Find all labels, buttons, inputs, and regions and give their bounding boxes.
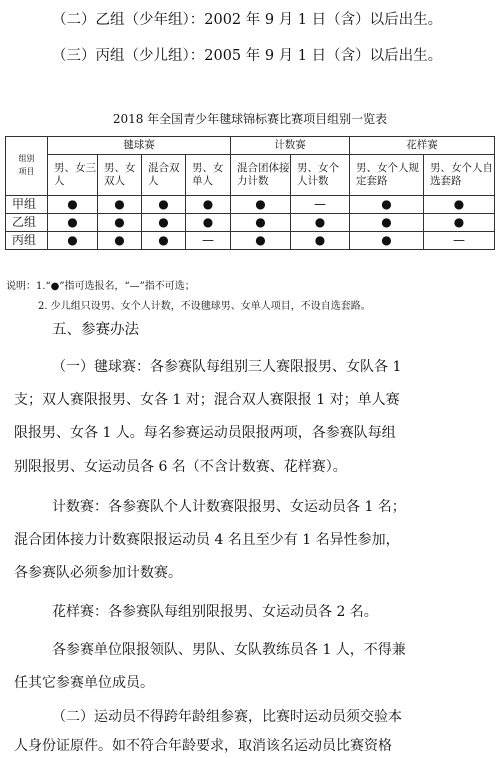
event-header: 混合双人 xyxy=(142,155,186,196)
event-header: 男、女个人自选套路 xyxy=(424,155,495,196)
table-cell: ● xyxy=(424,214,495,232)
table-row xyxy=(6,232,495,250)
intro-line-2: （三）丙组（少儿组）：2005 年 9 月 1 日（含）以后出生。 xyxy=(52,48,443,64)
events-table xyxy=(5,136,495,250)
corner-group-label: 组别 xyxy=(18,154,35,164)
intro-line-1: （二）乙组（少年组）：2002 年 9 月 1 日（含）以后出生。 xyxy=(52,12,443,28)
table-cell: ● xyxy=(98,196,142,214)
paragraph-line: 混合团体接力计数赛限报运动员 4 名且至少有 1 名异性参加， xyxy=(14,532,400,548)
event-header: 男、女三人 xyxy=(48,155,98,196)
table-cell: ● xyxy=(350,232,424,250)
table-row xyxy=(6,214,495,232)
table-cell: ● xyxy=(142,214,186,232)
corner-header xyxy=(6,137,48,196)
table-cell: ● xyxy=(48,196,98,214)
table-cell: ● xyxy=(291,232,350,250)
table-cell: ● xyxy=(231,196,291,214)
table-cell: ● xyxy=(291,214,350,232)
table-cell: — xyxy=(424,232,495,250)
paragraph-line: （一）毽球赛：各参赛队每组别三人赛限报男、女队各 1 xyxy=(52,359,402,375)
paragraph-line: 限报男、女各 1 人。每名参赛运动员限报两项，各参赛队每组 xyxy=(14,425,396,441)
table-cell: ● xyxy=(186,214,231,232)
paragraph-line: 花样赛：各参赛队每组别限报男、女运动员各 2 名。 xyxy=(52,604,378,620)
table-cell: ● xyxy=(231,214,291,232)
paragraph-line: 支；双人赛限报男、女各 1 对；混合双人赛限报 1 对；单人赛 xyxy=(14,392,400,408)
event-header: 男、女个人计数 xyxy=(291,155,350,196)
table-cell: ● xyxy=(48,214,98,232)
table-cell: ● xyxy=(186,196,231,214)
group-label: 乙组 xyxy=(6,214,48,232)
table-title: 2018 年全国青少年毽球锦标赛比赛项目组别一览表 xyxy=(112,112,388,126)
event-header: 男、女个人规定套路 xyxy=(350,155,424,196)
corner-item-label: 项目 xyxy=(18,167,35,176)
table-cell: ● xyxy=(350,214,424,232)
paragraph-line: 别限报男、女运动员各 6 名（不含计数赛、花样赛）。 xyxy=(14,459,347,475)
table-cell: — xyxy=(291,196,350,214)
event-header: 男、女单人 xyxy=(186,155,231,196)
event-header: 混合团体接力计数 xyxy=(231,155,291,196)
group-label: 丙组 xyxy=(6,232,48,250)
table-cell: ● xyxy=(231,232,291,250)
group-label: 甲组 xyxy=(6,196,48,214)
paragraph-line: （二）运动员不得跨年龄组参赛，比赛时运动员须交验本 xyxy=(52,709,402,725)
paragraph-line: 任其它参赛单位成员。 xyxy=(14,675,154,691)
paragraph-line: 计数赛：各参赛队个人计数赛限报男、女运动员各 1 名； xyxy=(52,499,406,515)
paragraph-line: 各参赛队必须参加计数赛。 xyxy=(14,565,182,581)
table-cell: ● xyxy=(98,232,142,250)
section-heading: 五、参赛办法 xyxy=(52,322,139,338)
note-1: 说明：1.“●”指可选报名，“—”指不可选； xyxy=(6,281,195,292)
paragraph-line: 人身份证原件。如不符合年龄要求，取消该名运动员比赛资格 xyxy=(14,738,392,754)
category-fancy: 花样赛 xyxy=(350,137,495,155)
table-row xyxy=(6,196,495,214)
paragraph-line: 各参赛单位限报领队、男队、女队教练员各 1 人，不得兼 xyxy=(52,642,406,658)
table-cell: ● xyxy=(48,232,98,250)
table-cell: ● xyxy=(98,214,142,232)
category-jianqiu: 毽球赛 xyxy=(48,137,231,155)
note-2: 2. 少儿组只设男、女个人计数，不设毽球男、女单人项目，不设自选套路。 xyxy=(38,301,371,312)
table-cell: — xyxy=(186,232,231,250)
table-cell: ● xyxy=(142,232,186,250)
category-count: 计数赛 xyxy=(231,137,350,155)
table-cell: ● xyxy=(424,196,495,214)
event-header: 男、女双人 xyxy=(98,155,142,196)
table-cell: ● xyxy=(142,196,186,214)
table-cell: ● xyxy=(350,196,424,214)
